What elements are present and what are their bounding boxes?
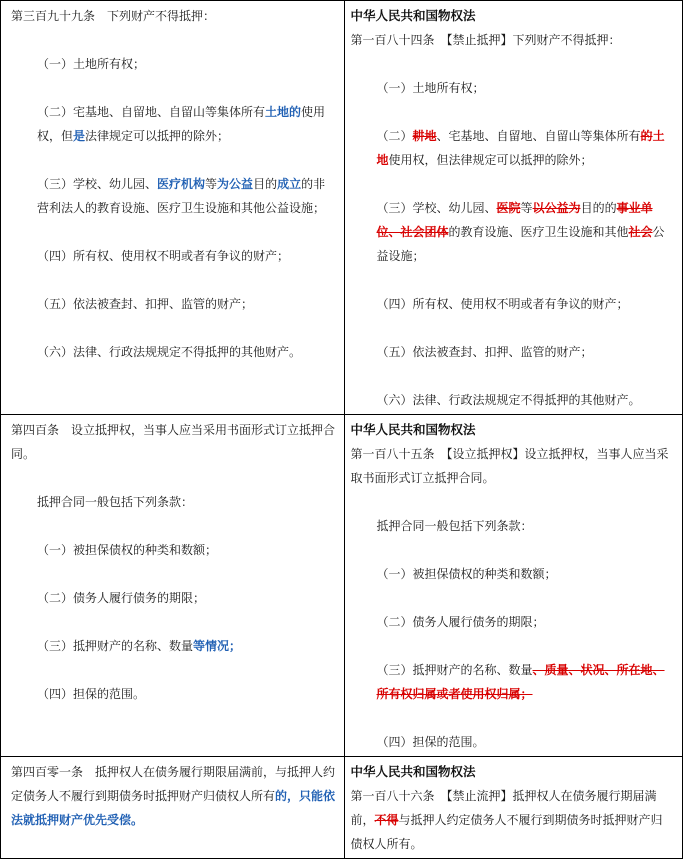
deleted-text: 以公益为 bbox=[532, 201, 581, 215]
clause-item bbox=[11, 586, 336, 610]
text-run: 法律规定可以抵押的除外； bbox=[85, 129, 230, 143]
deleted-text: 不得 bbox=[374, 813, 399, 827]
article-paragraph bbox=[11, 760, 336, 832]
law-name: 中华人民共和国物权法 bbox=[350, 422, 476, 437]
text-run: 的教育设施、医疗卫生设施和其他 bbox=[448, 225, 629, 239]
text-run: （一）土地所有权； bbox=[37, 57, 146, 71]
clause-item bbox=[351, 124, 675, 172]
text-run: 、宅基地、自留地、自留山等集体所有 bbox=[436, 129, 641, 143]
law-name: 中华人民共和国物权法 bbox=[350, 8, 476, 23]
civil-code-cell bbox=[1, 415, 345, 757]
text-run: （二） bbox=[376, 129, 413, 143]
text-run: （一）被担保债权的种类和数额； bbox=[376, 567, 557, 581]
clause-intro: 抵押合同一般包括下列条款： bbox=[37, 495, 194, 509]
text-run: （六）法律、行政法规规定不得抵押的其他财产。 bbox=[37, 345, 302, 359]
clause-item bbox=[351, 730, 675, 754]
clause-item bbox=[11, 340, 336, 364]
property-law-cell bbox=[344, 415, 683, 757]
text-run: （四）担保的范围。 bbox=[376, 735, 485, 749]
clause-item bbox=[351, 610, 675, 634]
text-run: （四）所有权、使用权不明或者有争议的财产； bbox=[37, 249, 290, 263]
article-paragraph bbox=[351, 784, 675, 856]
changed-text: 土地 bbox=[376, 129, 665, 167]
text-run: 与抵押人约定债务人不履行到期债务时抵押财产归债权人所有。 bbox=[350, 813, 663, 851]
clause-item bbox=[351, 658, 675, 706]
clause-item bbox=[11, 682, 336, 706]
property-law-cell bbox=[344, 1, 683, 415]
clause-item bbox=[351, 76, 675, 100]
text-run: 目的的 bbox=[580, 201, 617, 215]
highlighted-text: 为公益 bbox=[217, 177, 254, 191]
highlighted-text: 医疗机构 bbox=[157, 177, 206, 191]
deleted-text: 、质量、状况、所在地、所有权归属或者使用权归属； bbox=[376, 663, 665, 701]
deleted-text: 社会 bbox=[628, 225, 653, 239]
clause-item bbox=[11, 634, 336, 658]
text-run: （三）学校、幼儿园、 bbox=[376, 201, 497, 215]
property-law-cell bbox=[344, 757, 683, 859]
clause-item bbox=[11, 100, 336, 148]
highlighted-text: 是 bbox=[73, 129, 86, 143]
table-row bbox=[1, 757, 683, 859]
highlighted-text: 等情况； bbox=[193, 639, 242, 653]
text-run: （六）法律、行政法规规定不得抵押的其他财产。 bbox=[376, 393, 641, 407]
table-row bbox=[1, 1, 683, 415]
highlighted-text: 土地的 bbox=[265, 105, 302, 119]
text-run: （二）宅基地、自留地、自留山等集体所有 bbox=[37, 105, 266, 119]
text-run: （一）被担保债权的种类和数额； bbox=[37, 543, 218, 557]
text-run: （一）土地所有权； bbox=[376, 81, 485, 95]
highlighted-text: 成立 bbox=[277, 177, 302, 191]
clause-item bbox=[351, 292, 675, 316]
civil-code-cell bbox=[1, 1, 345, 415]
text-run: （三）学校、幼儿园、 bbox=[37, 177, 158, 191]
article-title: 第一百八十五条 【设立抵押权】设立抵押权，当事人应当采取书面形式订立抵押合同。 bbox=[350, 447, 669, 485]
deleted-text: 事业单位、社会团体 bbox=[376, 201, 653, 239]
civil-code-cell bbox=[1, 757, 345, 859]
clause-item bbox=[351, 388, 675, 412]
clause-item bbox=[351, 340, 675, 364]
article-title: 第三百九十九条 下列财产不得抵押： bbox=[11, 9, 216, 23]
text-run: （三）抵押财产的名称、数量 bbox=[376, 663, 533, 677]
law-name: 中华人民共和国物权法 bbox=[350, 764, 476, 779]
text-run: 目的 bbox=[253, 177, 278, 191]
clause-item bbox=[351, 562, 675, 586]
text-run: （三）抵押财产的名称、数量 bbox=[37, 639, 194, 653]
text-run: （五）依法被查封、扣押、监管的财产； bbox=[37, 297, 254, 311]
clause-item bbox=[351, 196, 675, 268]
highlighted-text: 的，只能依法就抵押财产优先受偿。 bbox=[11, 789, 336, 827]
clause-item bbox=[11, 292, 336, 316]
text-run: （四）所有权、使用权不明或者有争议的财产； bbox=[376, 297, 629, 311]
article-title: 第一百八十四条 【禁止抵押】下列财产不得抵押： bbox=[350, 33, 621, 47]
text-run: 第一百八十六条 【禁止流押】抵押权人在债务履行期届满前， bbox=[350, 789, 657, 827]
text-run: 等 bbox=[205, 177, 218, 191]
deleted-text: 医院 bbox=[496, 201, 521, 215]
text-run: （二）债务人履行债务的期限； bbox=[376, 615, 545, 629]
deleted-text: 的 bbox=[640, 129, 653, 143]
text-run: （五）依法被查封、扣押、监管的财产； bbox=[376, 345, 593, 359]
text-run: 等 bbox=[520, 201, 533, 215]
table-row bbox=[1, 415, 683, 757]
text-run: 使用权，但 bbox=[37, 105, 326, 143]
clause-item bbox=[11, 52, 336, 76]
article-title: 第四百条 设立抵押权，当事人应当采用书面形式订立抵押合同。 bbox=[11, 423, 336, 461]
text-run: 公益设施； bbox=[376, 225, 665, 263]
text-run: 第四百零一条 抵押权人在债务履行期限届满前，与抵押人约定债务人不履行到期债务时抵押财产归债权人所有 bbox=[11, 765, 336, 803]
text-run: 的非营利法人的教育设施、医疗卫生设施和其他公益设施； bbox=[37, 177, 326, 215]
clause-item bbox=[11, 172, 336, 220]
text-run: （四）担保的范围。 bbox=[37, 687, 146, 701]
text-run: （二）债务人履行债务的期限； bbox=[37, 591, 206, 605]
clause-item bbox=[11, 244, 336, 268]
clause-item bbox=[11, 538, 336, 562]
deleted-text: 耕地 bbox=[412, 129, 437, 143]
text-run: 使用权，但法律规定可以抵押的除外； bbox=[388, 153, 593, 167]
clause-intro: 抵押合同一般包括下列条款： bbox=[376, 519, 533, 533]
